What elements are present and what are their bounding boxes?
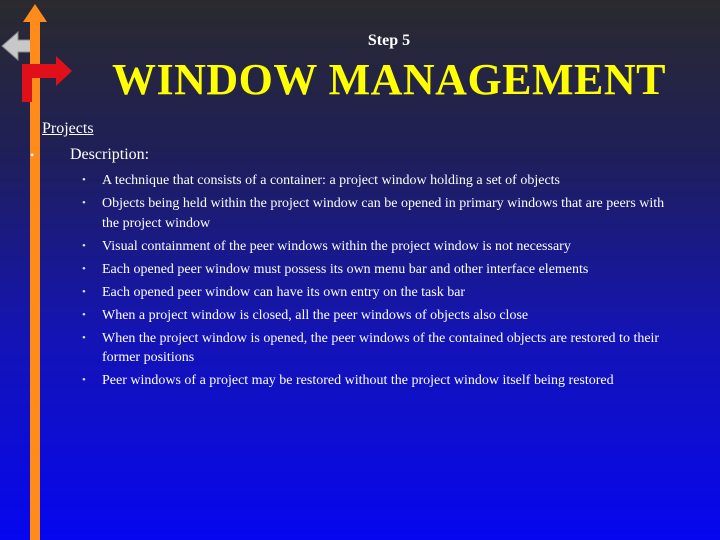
list-item-text: Each opened peer window must possess its own menu bar and other interface elements xyxy=(102,261,589,277)
list-item xyxy=(74,306,684,326)
list-item-text: Peer windows of a project may be restored without the project window itself being restored xyxy=(102,373,614,388)
list-item-text: Objects being held within the project window can be opened in primary windows that are peers with the project window xyxy=(102,196,665,231)
bullet-icon: • xyxy=(82,262,86,275)
step-label: Step 5 xyxy=(367,32,411,49)
list-item xyxy=(74,371,684,391)
list-item xyxy=(74,194,684,233)
bullet-icon: • xyxy=(82,308,86,321)
list-item xyxy=(74,260,684,280)
list-item xyxy=(74,329,684,368)
bullet-icon: • xyxy=(82,374,86,386)
list-item-text: When a project window is closed, all the peer windows of objects also close xyxy=(102,307,529,323)
description-row xyxy=(30,146,149,164)
list-item xyxy=(74,171,684,191)
list-item-text: Visual containment of the peer windows within the project window is not necessary xyxy=(102,238,571,254)
bullet-icon: • xyxy=(82,239,86,252)
bullet-icon: • xyxy=(30,148,35,162)
section-title: Projects xyxy=(42,120,94,137)
bullet-icon: • xyxy=(82,331,86,344)
bullet-icon: • xyxy=(82,285,86,298)
page-title: WINDOW MANAGEMENT xyxy=(111,55,667,104)
list-item xyxy=(74,237,684,257)
list-item-text: Each opened peer window can have its own entry on the task bar xyxy=(102,284,466,300)
list-item-text: When the project window is opened, the peer windows of the contained objects are restored to their former positions xyxy=(102,330,660,365)
description-list xyxy=(74,171,684,394)
bullet-icon: • xyxy=(82,197,86,209)
description-label: Description: xyxy=(70,146,150,163)
list-item-text: A technique that consists of a container: a project window holding a set of objects xyxy=(102,173,560,188)
list-item xyxy=(74,283,684,303)
bullet-icon: • xyxy=(82,174,86,186)
